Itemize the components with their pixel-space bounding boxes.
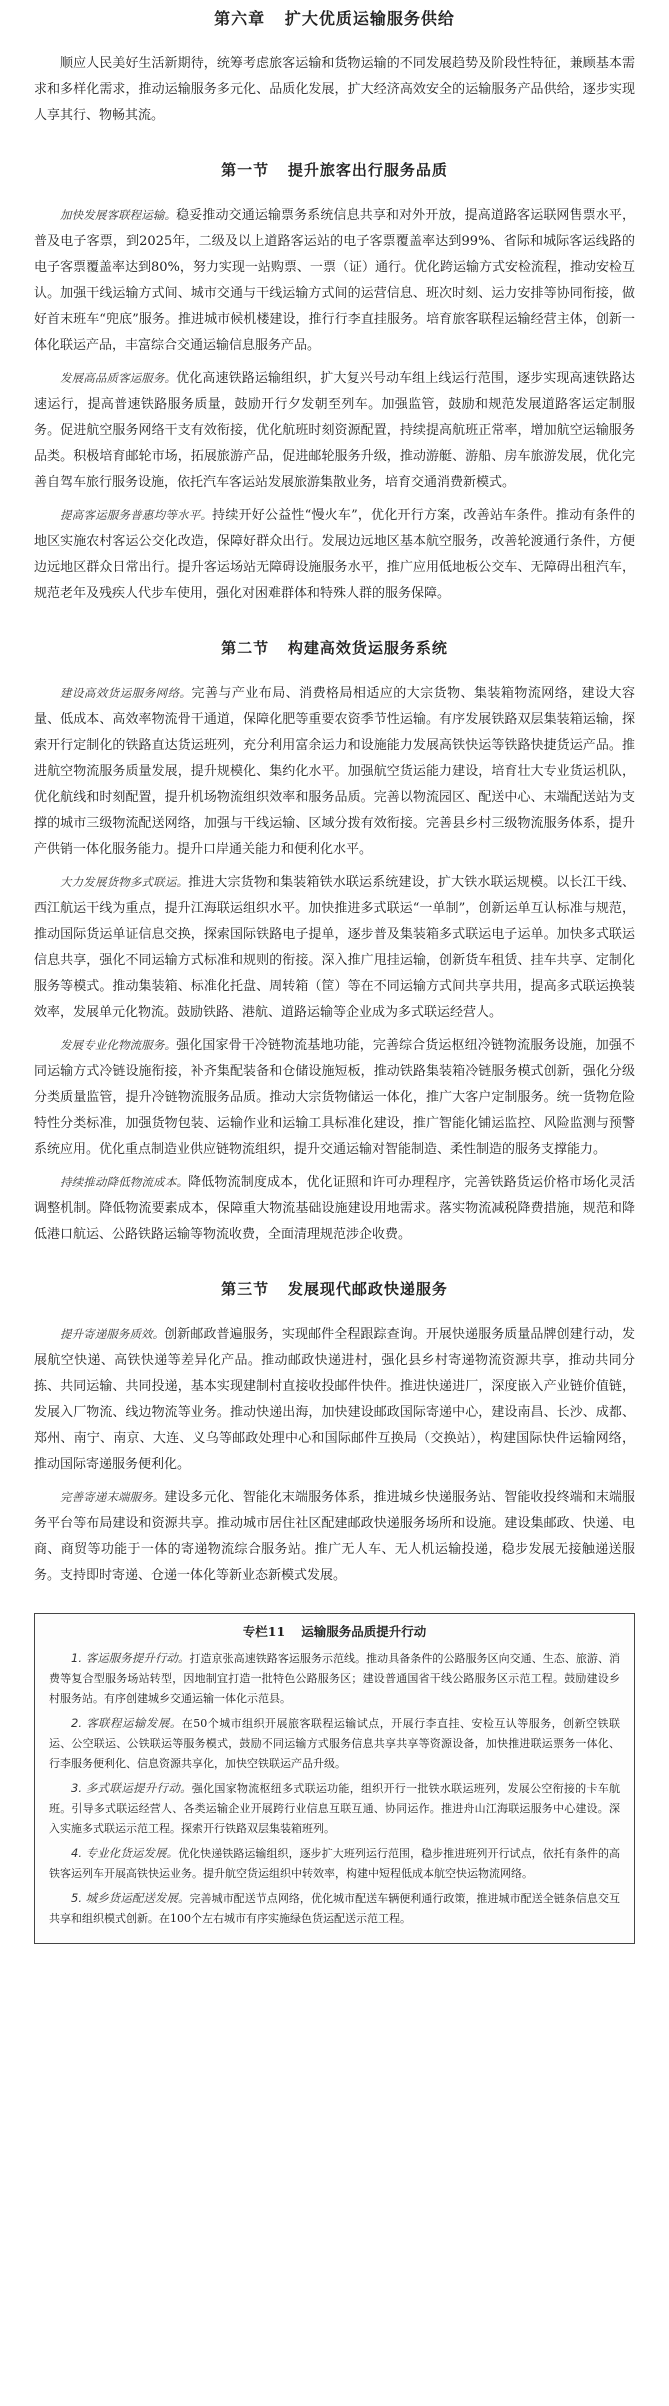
paragraph-lead: 加快发展客联程运输。: [60, 208, 177, 222]
paragraph-lead: 提升寄递服务质效。: [60, 1327, 165, 1341]
paragraph: [34, 1169, 635, 1248]
box-item: [49, 1778, 620, 1839]
section-number: 第二节: [221, 639, 270, 657]
paragraph: [34, 365, 635, 496]
paragraph-text: 完善与产业布局、消费格局相适应的大宗货物、集装箱物流网络，建设大容量、低成本、高效率物流骨干通道，保障化肥等重要农资季节性运输。有序发展铁路双层集装箱运输，探索开行定制化的铁路直达货运班列，充分利用富余运力和设施能力发展高铁快运等铁路快捷货运产品。推进航空物流服务质量发展，提升规模化、集约化水平。加强航空货运能力建设，培育壮大专业货运机队，优化航线和时刻配置，提升机场物流组织效率和服务品质。完善以物流园区、配送中心、末端配送站为支撑的城市三级物流配送网络，加强与干线运输、区域分拨有效衔接。完善县乡村三级物流服务体系，提升产供销一体化服务能力。提升口岸通关能力和便利化水平。: [34, 686, 635, 857]
paragraph-text: 建设多元化、智能化末端服务体系，推进城乡快递服务站、智能收投终端和末端服务平台等布局建设和资源共享。推动城市居住社区配建邮政快递服务场所和设施。建设集邮政、快递、电商、商贸等功能于一体的寄递物流综合服务站。推广无人车、无人机运输投递，稳步发展无接触递送服务。支持即时寄递、仓递一体化等新业态新模式发展。: [34, 1490, 635, 1583]
chapter-title-text: 扩大优质运输服务供给: [284, 9, 455, 28]
paragraph-text: 创新邮政普遍服务，实现邮件全程跟踪查询。开展快递服务质量品牌创建行动，发展航空快递、高铁快递等差异化产品。推动邮政快递进村，强化县乡村寄递物流资源共享，推动共同分拣、共同运输、共同投递，基本实现建制村直接收投邮件快件。推进快递进厂，深度嵌入产业链价值链，发展入厂物流、线边物流等业务。推动快递出海，加快建设邮政国际寄递中心，建设南昌、长沙、成都、郑州、南宁、南京、大连、义乌等邮政处理中心和国际邮件互换局（交换站），构建国际快件运输网络，推动国际寄递服务便利化。: [34, 1327, 635, 1472]
section-title-text: 构建高效货运服务系统: [287, 639, 448, 657]
box-item-lead: 5. 城乡货运配送发展。: [71, 1891, 190, 1905]
paragraph-text: 推进大宗货物和集装箱铁水联运系统建设，扩大铁水联运规模。以长江干线、西江航运干线为重点，提升江海联运组织水平。加快推进多式联运“一单制”，创新运单互认标准与规范，推动国际货运单证信息交换，探索国际铁路电子提单，逐步普及集装箱多式联运电子运单。加快多式联运信息共享，强化不同运输方式标准和规则的衔接。深入推广甩挂运输，创新货车租赁、挂车共享、定制化服务等模式。推动集装箱、标准化托盘、周转箱（筐）等在不同运输方式间共享共用，提高多式联运换装效率，发展单元化物流。鼓励铁路、港航、道路运输等企业成为多式联运经营人。: [34, 875, 635, 1020]
paragraph: [34, 202, 635, 359]
box-item-text: 强化国家物流枢纽多式联运功能，组织开行一批铁水联运班列，发展公空衔接的卡车航班。引导多式联运经营人、各类运输企业开展跨行业信息互联互通、协同运作。推进舟山江海联运服务中心建设。深入实施多式联运示范工程。探索开行铁路双层集装箱班列。: [49, 1782, 620, 1835]
section-number: 第三节: [221, 1280, 270, 1298]
paragraph-text: 持续开好公益性“慢火车”，优化开行方案，改善站车条件。推动有条件的地区实施农村客运公交化改造，保障好群众出行。发展边远地区基本航空服务，改善轮渡通行条件，方便边远地区群众日常出行。提升客运场站无障碍设施服务水平，推广应用低地板公交车、无障碍出租汽车，规范老年及残疾人代步车使用，强化对困难群体和特殊人群的服务保障。: [34, 508, 636, 601]
box-title: [49, 1622, 620, 1640]
chapter-title: [34, 6, 635, 29]
section-title-text: 提升旅客出行服务品质: [287, 161, 448, 179]
paragraph-lead: 完善寄递末端服务。: [60, 1490, 165, 1504]
box-item-text: 优化快递铁路运输组织，逐步扩大班列运行范围，稳步推进班列开行试点，依托有条件的高铁客运列车开展高铁快运业务。提升航空货运组织中转效率，构建中短程低成本航空快运物流网络。: [49, 1847, 620, 1880]
box-item-lead: 1. 客运服务提升行动。: [71, 1651, 190, 1665]
chapter-number: 第六章: [214, 9, 266, 28]
paragraph-text: 强化国家骨干冷链物流基地功能，完善综合货运枢纽冷链物流服务设施，加强不同运输方式冷链设施衔接，补齐集配装备和仓储设施短板，推动铁路集装箱冷链服务模式创新，强化分级分类质量监管，提升冷链物流服务品质。推动大宗货物储运一体化，推广大客户定制服务。统一货物危险特性分类标准，加强货物包装、运输作业和运输工具标准化建设，推广智能化铺运监控、风险监测与预警系统应用。优化重点制造业供应链物流组织，提升交通运输对智能制造、柔性制造的服务支撑能力。: [34, 1038, 635, 1157]
section-title: [34, 637, 635, 658]
box-item: [49, 1713, 620, 1774]
paragraph: [34, 680, 635, 863]
paragraph: [34, 1484, 635, 1589]
paragraph-lead: 发展高品质客运服务。: [60, 371, 177, 385]
paragraph-lead: 持续推动降低物流成本。: [60, 1175, 189, 1189]
paragraph: [34, 1032, 635, 1163]
box-item-lead: 2. 客联程运输发展。: [71, 1716, 182, 1730]
column-box: [34, 1613, 635, 1944]
chapter-intro: 顺应人民美好生活新期待，统筹考虑旅客运输和货物运输的不同发展趋势及阶段性特征，兼顾基本需求和多样化需求，推动运输服务多元化、品质化发展，扩大经济高效安全的运输服务产品供给，逐步实现人享其行、物畅其流。: [34, 56, 635, 123]
section-number: 第一节: [221, 161, 270, 179]
paragraph-text: 稳妥推动交通运输票务系统信息共享和对外开放，提高道路客运联网售票水平，普及电子客票，到2025年，二级及以上道路客运站的电子客票覆盖率达到99%、省际和城际客运线路的电子客票覆盖率达到80%，努力实现一站购票、一票（证）通行。优化跨运输方式安检流程，推动安检互认。加强干线运输方式间、城市交通与干线运输方式间的运营信息、班次时刻、运力安排等协同衔接，做好首末班车“兜底”服务。推进城市候机楼建设，推行行李直挂服务。培育旅客联程运输经营主体，创新一体化联运产品，丰富综合交通运输信息服务产品。: [34, 208, 635, 353]
box-label: 专栏11: [242, 1624, 286, 1639]
section-title: [34, 1278, 635, 1299]
paragraph-lead: 建设高效货运服务网络。: [60, 686, 192, 700]
paragraph-text: 优化高速铁路运输组织，扩大复兴号动车组上线运行范围，逐步实现高速铁路达速运行，提高普速铁路服务质量，鼓励开行夕发朝至列车。加强监管，鼓励和规范发展道路客运定制服务。促进航空服务网络干支有效衔接，优化航班时刻资源配置，持续提高航班正常率，增加航空运输服务品类。积极培育邮轮市场，拓展旅游产品，促进邮轮服务升级，推动游艇、游船、房车旅游发展，优化完善自驾车旅行服务设施，依托汽车客运站发展旅游集散业务，培育交通消费新模式。: [34, 371, 635, 490]
box-title-text: 运输服务品质提升行动: [301, 1624, 427, 1639]
paragraph-lead: 大力发展货物多式联运。: [60, 875, 189, 889]
box-item: [49, 1888, 620, 1929]
section-title: [34, 159, 635, 180]
box-item-lead: 3. 多式联运提升行动。: [71, 1781, 192, 1795]
paragraph: [34, 869, 635, 1026]
paragraph: [34, 502, 635, 607]
box-item-text: 完善城市配送节点网络，优化城市配送车辆便利通行政策，推进城市配送全链条信息交互共享和组织模式创新。在100个左右城市有序实施绿色货运配送示范工程。: [49, 1892, 620, 1925]
box-item-text: 在50个城市组织开展旅客联程运输试点，开展行李直挂、安检互认等服务，创新空铁联运、公空联运、公铁联运等服务模式，鼓励不同运输方式服务信息共享共享等资源设备，加快推进联运票务一体化、行李服务便利化、信息资源共享化，加快空铁联运产品升级。: [49, 1717, 620, 1770]
box-item: [49, 1843, 620, 1884]
section-title-text: 发展现代邮政快递服务: [287, 1280, 448, 1298]
box-item-lead: 4. 专业化货运发展。: [71, 1846, 179, 1860]
paragraph-lead: 发展专业化物流服务。: [60, 1038, 177, 1052]
paragraph: [34, 1321, 635, 1478]
paragraph-lead: 提高客运服务普惠均等水平。: [60, 508, 213, 522]
box-item-text: 打造京张高速铁路客运服务示范线。推动具备条件的公路服务区向交通、生态、旅游、消费等复合型服务场站转型，因地制宜打造一批特色公路服务区；建设普通国省干线公路服务区示范工程。鼓励建设乡村服务站。有序创建城乡交通运输一体化示范县。: [49, 1652, 620, 1705]
box-item: [49, 1648, 620, 1709]
paragraph-text: 降低物流制度成本，优化证照和许可办理程序，完善铁路货运价格市场化灵活调整机制。降低物流要素成本，保障重大物流基础设施建设用地需求。落实物流减税降费措施，规范和降低港口航运、公路铁路运输等物流收费，全面清理规范涉企收费。: [34, 1175, 635, 1242]
